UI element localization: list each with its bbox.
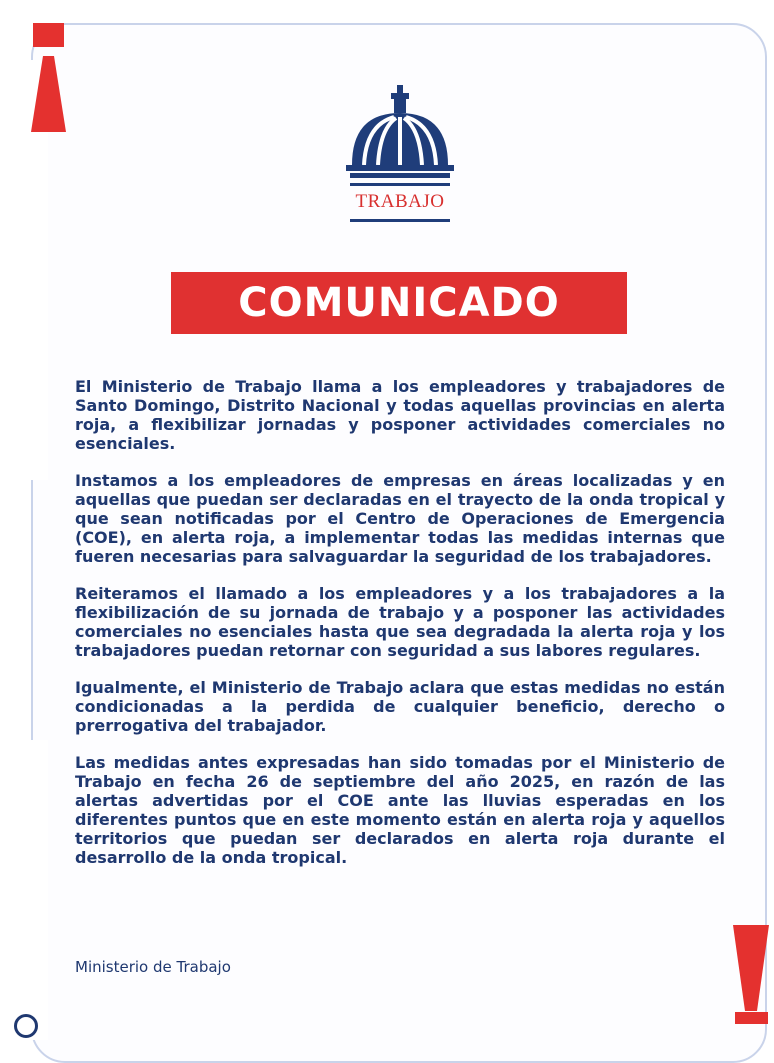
ministry-logo (344, 85, 456, 227)
exclamation-dot (735, 1012, 768, 1024)
inverted-exclamation-dot (33, 23, 64, 47)
dome-icon (344, 85, 456, 181)
signature: Ministerio de Trabajo (75, 958, 231, 976)
frame-gap (20, 740, 48, 1040)
inverted-exclamation-icon (31, 56, 66, 132)
logo-rule (350, 219, 450, 222)
paragraph: El Ministerio de Trabajo llama a los empleadores y trabajadores de Santo Domingo, Distrito Nacional y todas aquellas provincias en alerta roja, a flexibilizar jornadas y posponer actividades comerciales no esenciales. (75, 377, 725, 453)
exclamation-icon (733, 925, 769, 1011)
logo-rule (350, 183, 450, 186)
paragraph: Instamos a los empleadores de empresas en áreas localizadas y en aquellas que puedan ser declaradas en el trayecto de la onda tropical y que sean notificadas por el Centro de Operaciones de Emergencia (COE), en alerta roja, a implementar todas las medidas internas que fueren necesarias para salvaguardar la seguridad de los trabajadores. (75, 471, 725, 566)
statement-body (75, 377, 725, 885)
paragraph: Igualmente, el Ministerio de Trabajo aclara que estas medidas no están condicionadas a la perdida de cualquier beneficio, derecho o prerrogativa del trabajador. (75, 678, 725, 735)
paragraph: Las medidas antes expresadas han sido tomadas por el Ministerio de Trabajo en fecha 26 de septiembre del año 2025, en razón de las alertas advertidas por el COE ante las lluvias esperadas en los diferentes puntos que en este momento están en alerta roja y aquellos territorios que puedan ser declarados en alerta roja durante el desarrollo de la onda tropical. (75, 753, 725, 867)
paragraph: Reiteramos el llamado a los empleadores y a los trabajadores a la flexibilización de su jornada de trabajo y a posponer las actividades comerciales no esenciales hasta que sea degradada la alerta roja y los trabajadores puedan retornar con seguridad a sus labores regulares. (75, 584, 725, 660)
corner-ornament (14, 1014, 38, 1038)
comunicado-banner: COMUNICADO (171, 272, 627, 334)
logo-wordmark: TRABAJO (355, 191, 445, 212)
